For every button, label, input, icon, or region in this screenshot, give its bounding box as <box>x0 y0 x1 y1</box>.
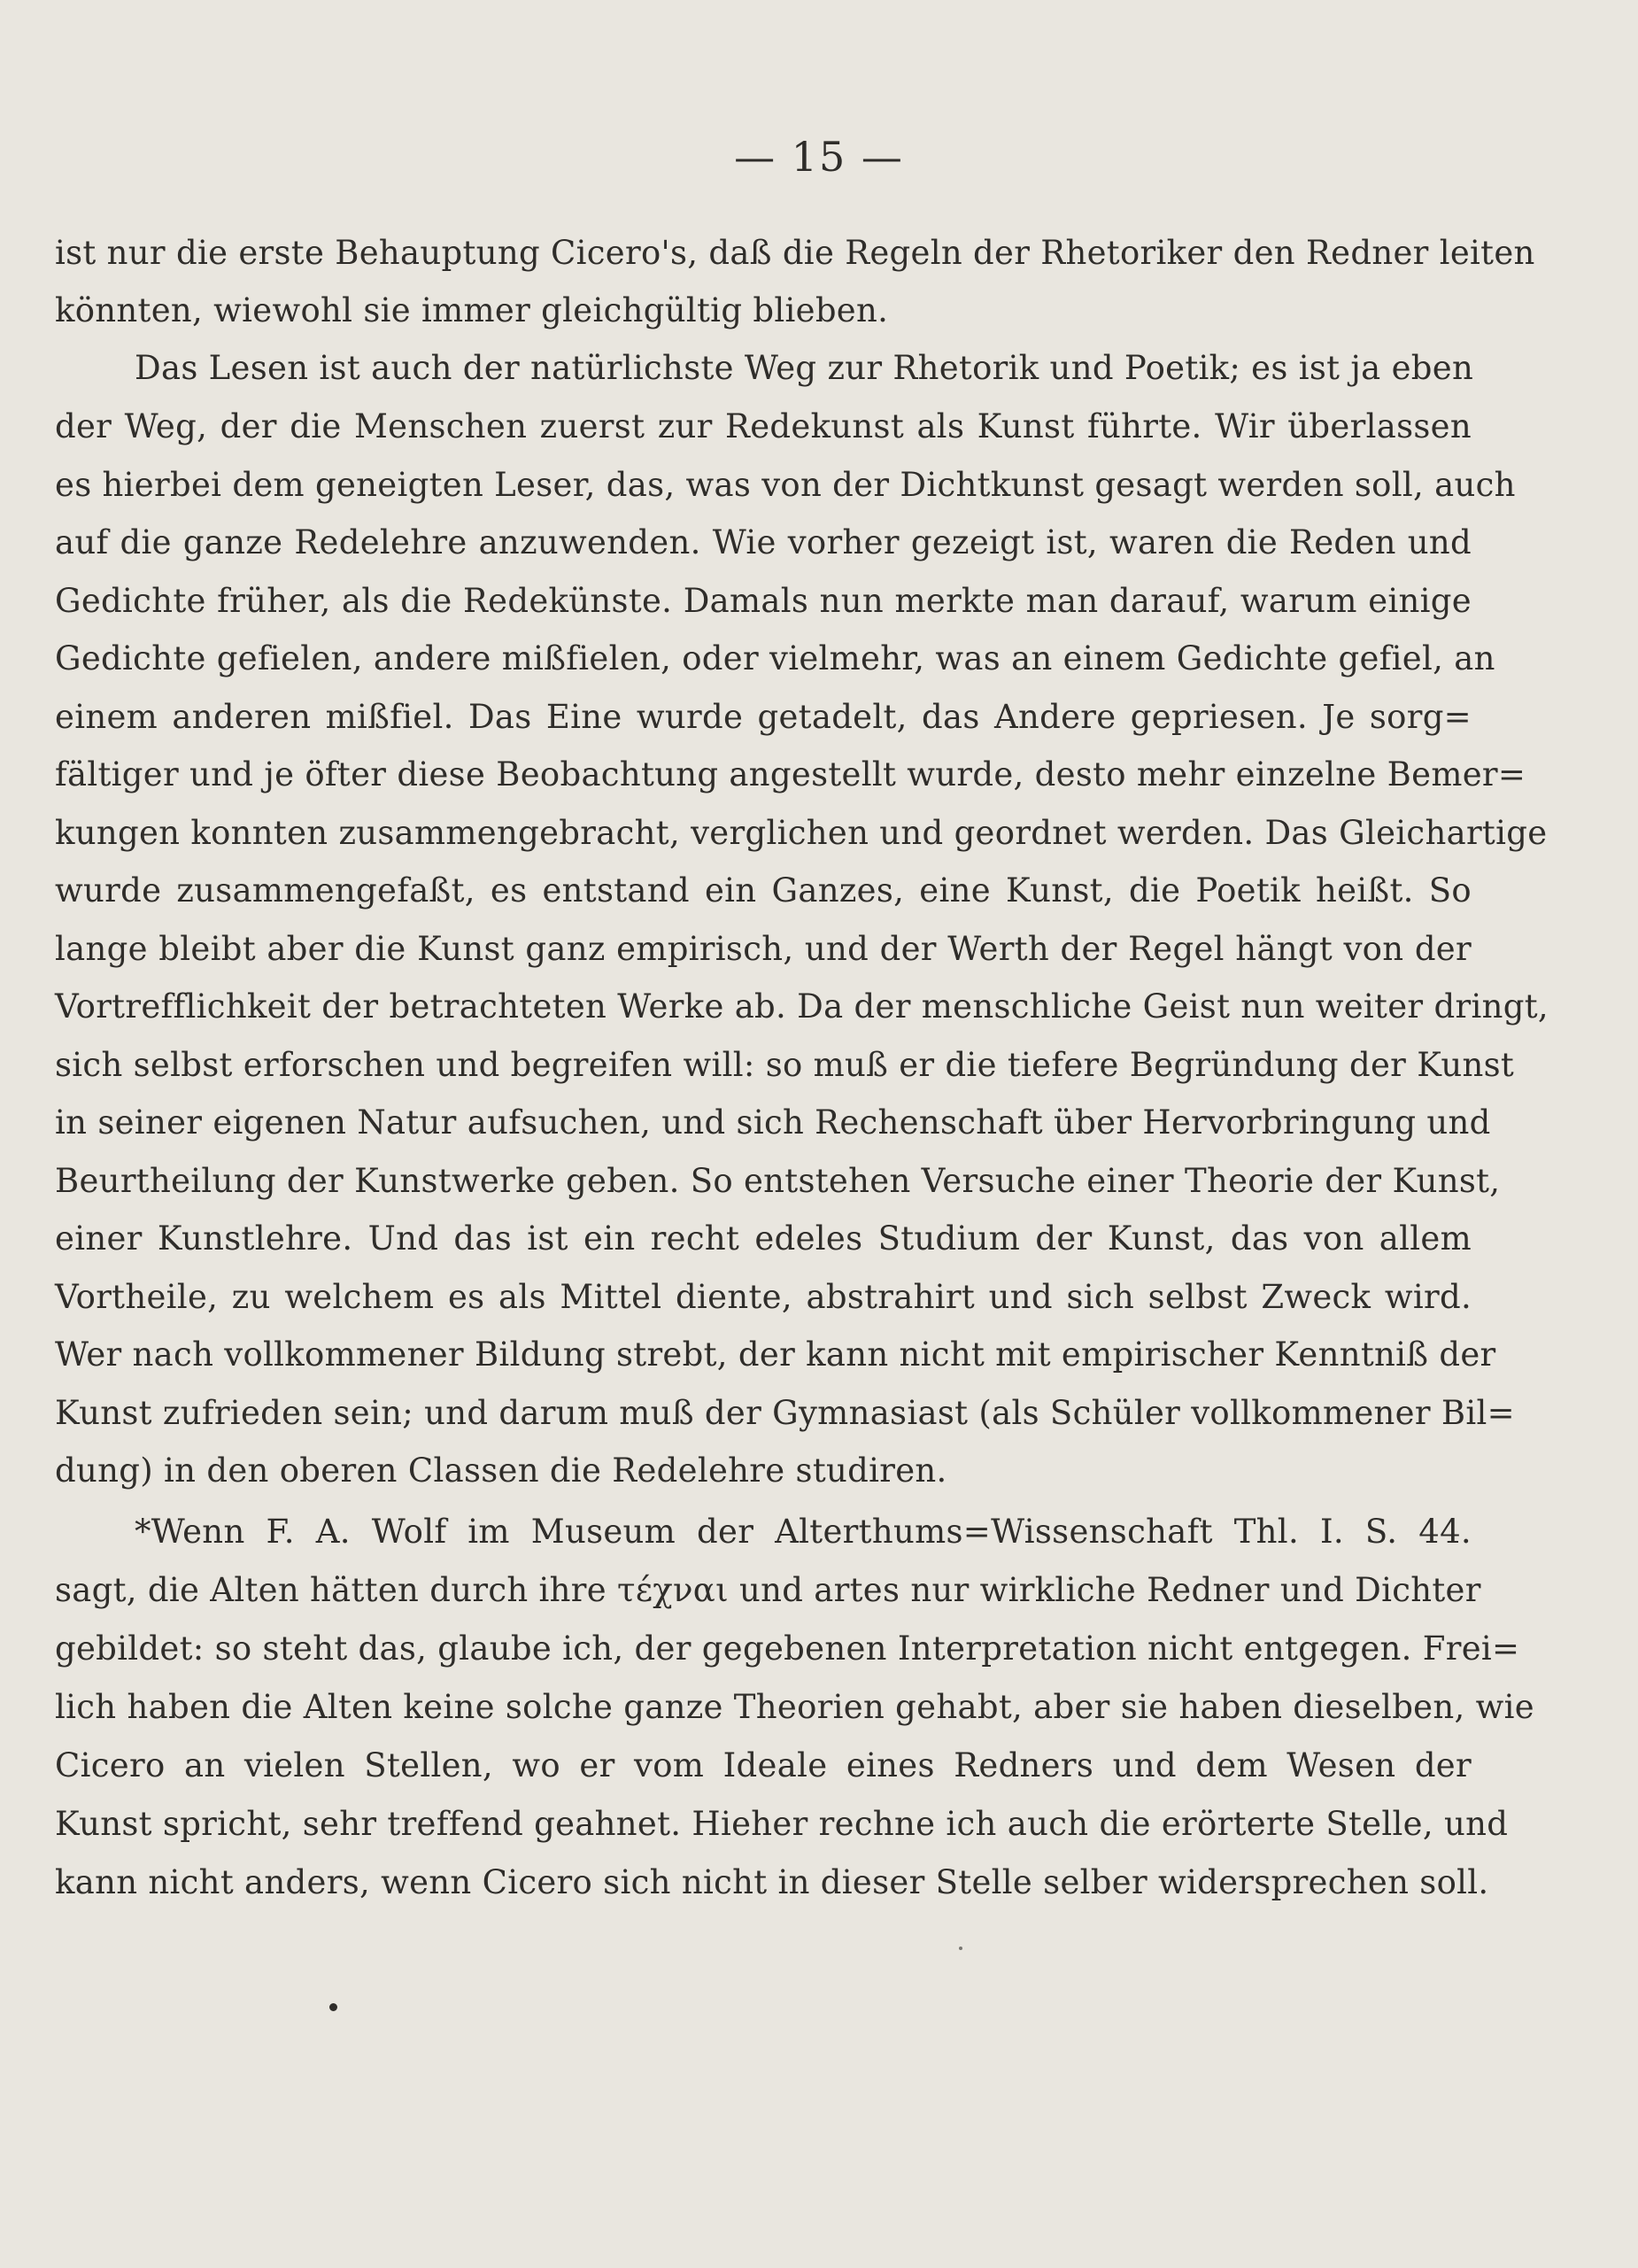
text-line: Vortrefflichkeit der betrachteten Werke ab. Da der menschliche Geist nun weiter dringt, <box>55 987 1549 1026</box>
text-line: lange bleibt aber die Kunst ganz empirisch, und der Werth der Regel hängt von der <box>55 930 1472 968</box>
text-line: kungen konnten zusammengebracht, verglichen und geordnet werden. Das Gleichartige <box>55 814 1548 852</box>
paragraph-first-line: Das Lesen ist auch der natürlichste Weg zur Rhetorik und Poetik; es ist ja eben <box>135 349 1474 387</box>
text-line: wurde zusammengefaßt, es entstand ein Ganzes, eine Kunst, die Poetik heißt. So <box>55 871 1472 910</box>
text-line: es hierbei dem geneigten Leser, das, was von der Dichtkunst gesagt werden soll, auch <box>55 466 1516 504</box>
page-number: — 15 — <box>734 133 904 181</box>
text-line: fältiger und je öfter diese Beobachtung angestellt wurde, desto mehr einzelne Bemer= <box>55 755 1526 793</box>
text-line: auf die ganze Redelehre anzuwenden. Wie vorher gezeigt ist, waren die Reden und <box>55 523 1472 561</box>
text-line: Gedichte gefielen, andere mißfielen, oder vielmehr, was an einem Gedichte gefiel, an <box>55 639 1495 677</box>
text-line: Beurtheilung der Kunstwerke geben. So entstehen Versuche einer Theorie der Kunst, <box>55 1162 1501 1200</box>
text-line: Gedichte früher, als die Redekünste. Damals nun merkte man darauf, warum einige <box>55 582 1472 620</box>
text-line: könnten, wiewohl sie immer gleichgültig blieben. <box>55 291 889 329</box>
footnote-line: sagt, die Alten hätten durch ihre τέχναι und artes nur wirkliche Redner und Dichter <box>55 1571 1481 1609</box>
footnote-line: Kunst spricht, sehr treffend geahnet. Hieher rechne ich auch die erörterte Stelle, und <box>55 1805 1509 1843</box>
text-line: Kunst zufrieden sein; und darum muß der Gymnasiast (als Schüler vollkommener Bil= <box>55 1394 1515 1432</box>
text-line: ist nur die erste Behauptung Cicero's, daß die Regeln der Rhetoriker den Redner leiten <box>55 234 1535 272</box>
text-line: sich selbst erforschen und begreifen will: so muß er die tiefere Begründung der Kunst <box>55 1046 1515 1084</box>
text-line: in seiner eigenen Natur aufsuchen, und sich Rechenschaft über Hervorbringung und <box>55 1103 1491 1142</box>
ink-speck <box>959 1947 962 1950</box>
text-line: dung) in den oberen Classen die Redelehre studiren. <box>55 1451 947 1490</box>
text-line: der Weg, der die Menschen zuerst zur Redekunst als Kunst führte. Wir überlassen <box>55 407 1472 445</box>
footnote-line: Cicero an vielen Stellen, wo er vom Ideale eines Redners und dem Wesen der <box>55 1746 1472 1784</box>
footnote-line: kann nicht anders, wenn Cicero sich nicht in dieser Stelle selber widersprechen soll. <box>55 1863 1489 1901</box>
text-line: Wer nach vollkommener Bildung strebt, der kann nicht mit empirischer Kenntniß der <box>55 1335 1496 1374</box>
text-line: Vortheile, zu welchem es als Mittel diente, abstrahirt und sich selbst Zweck wird. <box>55 1278 1472 1316</box>
text-line: einem anderen mißfiel. Das Eine wurde getadelt, das Andere gepriesen. Je sorg= <box>55 698 1472 736</box>
text-line: einer Kunstlehre. Und das ist ein recht edeles Studium der Kunst, das von allem <box>55 1219 1472 1258</box>
footnote-line: gebildet: so steht das, glaube ich, der gegebenen Interpretation nicht entgegen. Frei= <box>55 1629 1520 1668</box>
footnote-first-line: *Wenn F. A. Wolf im Museum der Alterthums=Wissenschaft Thl. I. S. 44. <box>135 1513 1472 1551</box>
footnote-line: lich haben die Alten keine solche ganze Theorien gehabt, aber sie haben dieselben, wie <box>55 1688 1534 1726</box>
ink-spot <box>329 2003 337 2011</box>
